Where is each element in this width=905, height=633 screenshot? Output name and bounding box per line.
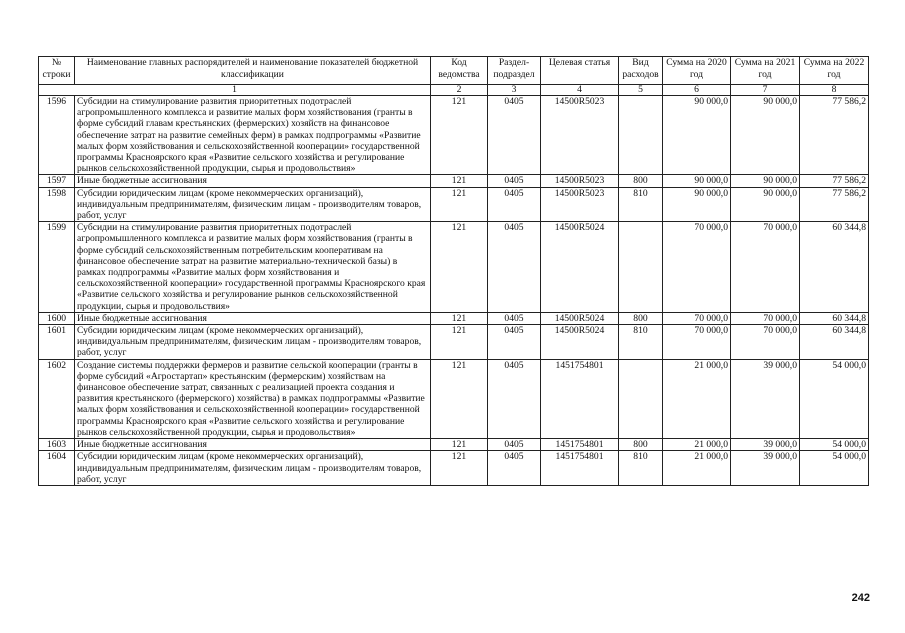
row-number: 1598 [39,187,75,222]
table-row [39,175,869,187]
dept-code: 121 [431,175,488,187]
column-number-7: 7 [731,85,800,96]
dept-code: 121 [431,312,488,324]
sum-2020: 21 000,0 [663,451,731,486]
header-target: Целевая статья [541,57,619,85]
section-code: 0405 [488,439,541,451]
dept-code: 121 [431,439,488,451]
row-number: 1599 [39,222,75,313]
sum-2022: 77 586,2 [800,175,869,187]
header-sum-2022: Сумма на 2022 год [800,57,869,85]
table-row [39,96,869,175]
dept-code: 121 [431,325,488,360]
section-code: 0405 [488,325,541,360]
sum-2021: 70 000,0 [731,325,800,360]
row-name: Иные бюджетные ассигнования [75,312,431,324]
table-row [39,187,869,222]
row-name: Иные бюджетные ассигнования [75,175,431,187]
sum-2022: 60 344,8 [800,325,869,360]
expense-type [619,359,663,438]
table-row [39,312,869,324]
target-code: 14500R5024 [541,222,619,313]
expense-type: 800 [619,439,663,451]
sum-2020: 70 000,0 [663,222,731,313]
header-expense-type: Вид расходов [619,57,663,85]
column-number-5: 5 [619,85,663,96]
expense-type: 810 [619,187,663,222]
row-number: 1603 [39,439,75,451]
expense-type [619,222,663,313]
sum-2020: 70 000,0 [663,312,731,324]
column-number-8: 8 [800,85,869,96]
row-name: Субсидии юридическим лицам (кроме некоммерческих организаций), индивидуальным предпринимателям, физическим лицам - производителям товаров, работ, услуг [75,451,431,486]
header-name: Наименование главных распорядителей и наименование показателей бюджетной классификации [75,57,431,85]
sum-2022: 54 000,0 [800,439,869,451]
section-code: 0405 [488,312,541,324]
sum-2021: 90 000,0 [731,96,800,175]
sum-2022: 60 344,8 [800,222,869,313]
budget-table [38,56,869,486]
row-number: 1602 [39,359,75,438]
sum-2020: 90 000,0 [663,187,731,222]
target-code: 14500R5023 [541,187,619,222]
row-name: Создание системы поддержки фермеров и развитие сельской кооперации (гранты в форме субсидий «Агростартап» крестьянским (фермерским) хозяйствам на финансовое обеспечение затрат, связанных с реализацией проекта создания и развития крестьянского (фермерского) хозяйства) в рамках подпрограммы «Развитие малых форм хозяйствования и сельскохозяйственной кооперации» государственной программы Красноярского края «Развитие сельского хозяйства и регулирование рынков сельскохозяйственной продукции, сырья и продовольствия» [75,359,431,438]
dept-code: 121 [431,222,488,313]
table-row [39,222,869,313]
row-name: Субсидии юридическим лицам (кроме некоммерческих организаций), индивидуальным предпринимателям, физическим лицам - производителям товаров, работ, услуг [75,187,431,222]
header-sum-2021: Сумма на 2021 год [731,57,800,85]
row-name: Субсидии на стимулирование развития приоритетных подотраслей агропромышленного комплекса и развитие малых форм хозяйствования (гранты в форме субсидий главам крестьянских (фермерских) хозяйств на финансовое обеспечение затрат на развитие семейных ферм) в рамках подпрограммы «Развитие малых форм хозяйствования и сельскохозяйственной кооперации» государственной программы Красноярского края «Развитие сельского хозяйства и регулирование рынков сельскохозяйственной продукции, сырья и продовольствия» [75,96,431,175]
row-name: Субсидии юридическим лицам (кроме некоммерческих организаций), индивидуальным предпринимателям, физическим лицам - производителям товаров, работ, услуг [75,325,431,360]
column-number-row [39,85,869,96]
dept-code: 121 [431,187,488,222]
sum-2022: 77 586,2 [800,187,869,222]
sum-2020: 70 000,0 [663,325,731,360]
sum-2021: 39 000,0 [731,439,800,451]
expense-type: 800 [619,175,663,187]
header-section: Раздел-подраздел [488,57,541,85]
target-code: 14500R5023 [541,175,619,187]
sum-2021: 70 000,0 [731,222,800,313]
row-number: 1600 [39,312,75,324]
sum-2021: 39 000,0 [731,359,800,438]
section-code: 0405 [488,175,541,187]
sum-2020: 90 000,0 [663,175,731,187]
sum-2021: 70 000,0 [731,312,800,324]
row-number: 1604 [39,451,75,486]
target-code: 14500R5024 [541,312,619,324]
sum-2020: 21 000,0 [663,439,731,451]
sum-2022: 54 000,0 [800,359,869,438]
target-code: 1451754801 [541,451,619,486]
header-row-no: № строки [39,57,75,85]
row-name: Иные бюджетные ассигнования [75,439,431,451]
column-number-2: 2 [431,85,488,96]
header-row [39,57,869,85]
section-code: 0405 [488,187,541,222]
column-number-1: 1 [39,85,431,96]
section-code: 0405 [488,451,541,486]
dept-code: 121 [431,96,488,175]
column-number-3: 3 [488,85,541,96]
sum-2020: 21 000,0 [663,359,731,438]
target-code: 14500R5024 [541,325,619,360]
section-code: 0405 [488,96,541,175]
row-number: 1596 [39,96,75,175]
expense-type: 800 [619,312,663,324]
expense-type [619,96,663,175]
dept-code: 121 [431,359,488,438]
header-dept-code: Код ведомства [431,57,488,85]
column-number-6: 6 [663,85,731,96]
table-row [39,325,869,360]
sum-2021: 90 000,0 [731,175,800,187]
section-code: 0405 [488,359,541,438]
section-code: 0405 [488,222,541,313]
row-number: 1601 [39,325,75,360]
target-code: 1451754801 [541,359,619,438]
row-name: Субсидии на стимулирование развития приоритетных подотраслей агропромышленного комплекса и развитие малых форм хозяйствования (гранты в форме субсидий сельскохозяйственным потребительским кооперативам на финансовое обеспечение затрат на развитие материально-технической базы) в рамках подпрограммы «Развитие малых форм хозяйствования и сельскохозяйственной кооперации» государственной программы Красноярского края «Развитие сельского хозяйства и регулирование рынков сельскохозяйственной продукции, сырья и продовольствия» [75,222,431,313]
sum-2022: 54 000,0 [800,451,869,486]
target-code: 1451754801 [541,439,619,451]
table-row [39,359,869,438]
expense-type: 810 [619,451,663,486]
page-number: 242 [851,592,870,604]
table-row [39,439,869,451]
expense-type: 810 [619,325,663,360]
column-number-4: 4 [541,85,619,96]
target-code: 14500R5023 [541,96,619,175]
sum-2022: 60 344,8 [800,312,869,324]
dept-code: 121 [431,451,488,486]
row-number: 1597 [39,175,75,187]
sum-2021: 90 000,0 [731,187,800,222]
sum-2021: 39 000,0 [731,451,800,486]
sum-2020: 90 000,0 [663,96,731,175]
table-row [39,451,869,486]
header-sum-2020: Сумма на 2020 год [663,57,731,85]
sum-2022: 77 586,2 [800,96,869,175]
